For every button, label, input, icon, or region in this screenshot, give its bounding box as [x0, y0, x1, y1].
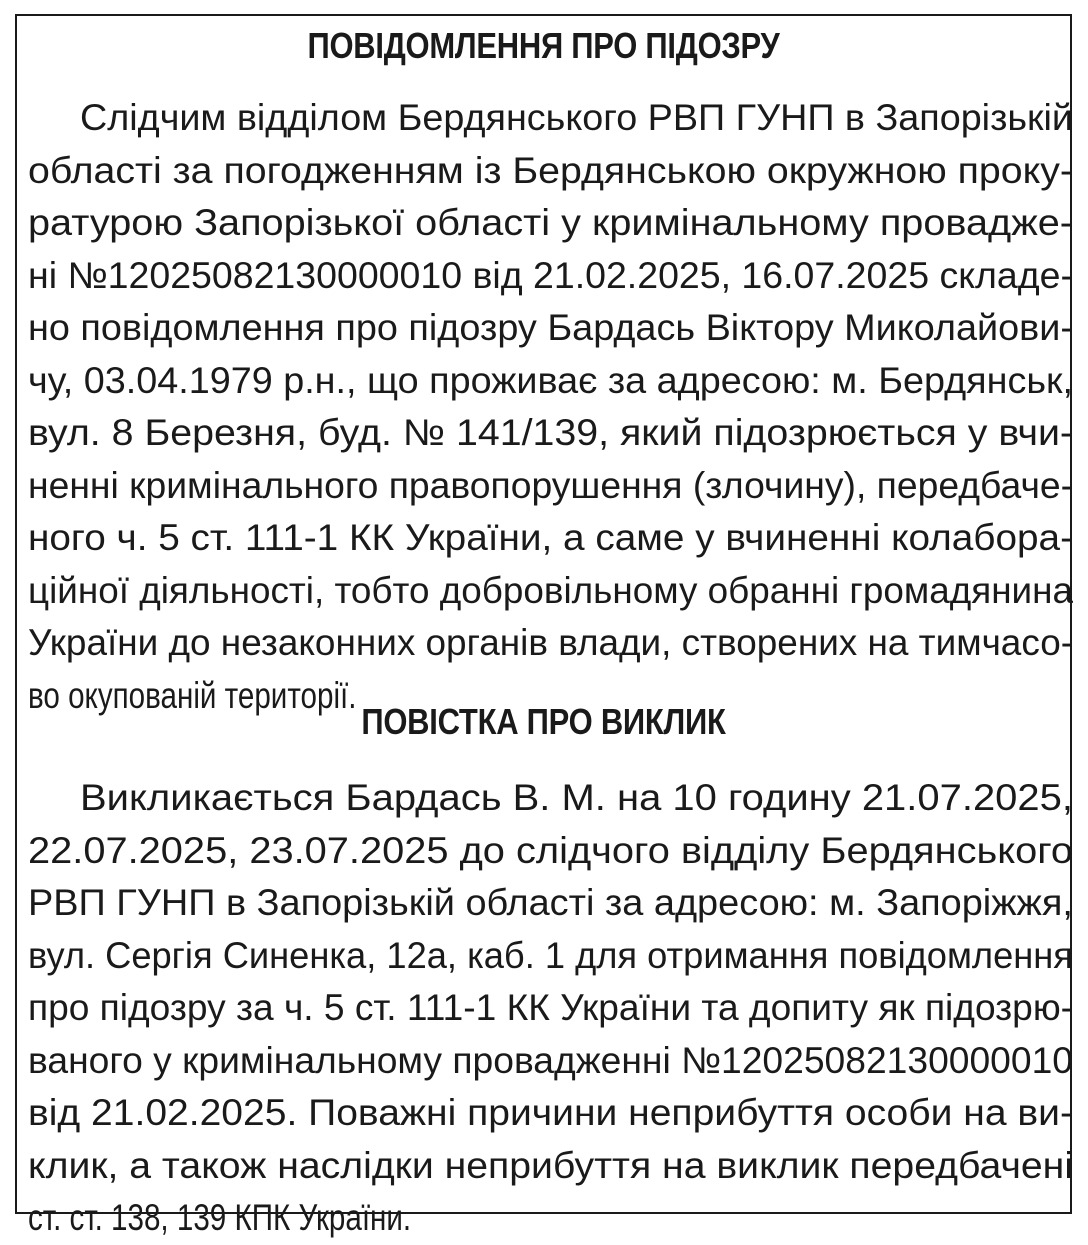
text-line: про підозру за ч. 5 ст. 111-1 КК України та допиту як підозрю- [28, 987, 1074, 1028]
text-line: клик, а також наслідки неприбуття на виклик передбачені [28, 1144, 1074, 1186]
text-line: вул. Сергія Синенка, 12а, каб. 1 для отримання повідомлення [28, 934, 1073, 976]
text-line: но повідомлення про підозру Бардась Віктору Миколайови- [28, 307, 1074, 348]
text-line: ні №12025082130000010 від 21.02.2025, 16.07.2025 складе- [28, 254, 1073, 296]
text-line: чу, 03.04.1979 р.н., що проживає за адресою: м. Бердянськ, [28, 359, 1074, 401]
text-line: області за погодженням із Бердянською окружною проку- [28, 149, 1074, 191]
text-line: Слідчим відділом Бердянського РВП ГУНП в Запорізькій [80, 97, 1074, 138]
text-line: ваного у кримінальному провадженні №12025082130000010 [28, 1039, 1074, 1081]
text-line: во окупованій території. [28, 674, 357, 716]
text-line: ратурою Запорізької області у кримінальному провадже- [28, 202, 1073, 243]
suspicion-notice-body [28, 92, 1073, 722]
notice-frame [15, 14, 1074, 1238]
text-line: 22.07.2025, 23.07.2025 до слідчого відділу Бердянського [28, 829, 1073, 871]
text-line: від 21.02.2025. Поважні причини неприбуття особи на ви- [28, 1092, 1073, 1133]
text-line: вул. 8 Березня, буд. № 141/139, який підозрюється у вчи- [28, 412, 1074, 453]
summons-body [28, 772, 1073, 1245]
text-line: ст. ст. 138, 139 КПК України. [28, 1197, 412, 1238]
summons-title: ПОВІСТКА ПРО ВИКЛИК [361, 701, 726, 742]
text-line: ного ч. 5 ст. 111-1 КК України, а саме у вчиненні колабора- [28, 517, 1074, 558]
text-line: ненні кримінального правопорушення (злочину), передбаче- [28, 464, 1074, 506]
text-line: ційної діяльності, тобто добровільному обранні громадянина [28, 569, 1074, 611]
text-line: РВП ГУНП в Запорізькій області за адресою: м. Запоріжжя, [28, 882, 1073, 923]
suspicion-notice-title: ПОВІДОМЛЕННЯ ПРО ПІДОЗРУ [307, 25, 780, 66]
text-line: Викликається Бардась В. М. на 10 годину 21.07.2025, [80, 777, 1073, 818]
text-line: України до незаконних органів влади, створених на тимчасо- [28, 622, 1074, 663]
